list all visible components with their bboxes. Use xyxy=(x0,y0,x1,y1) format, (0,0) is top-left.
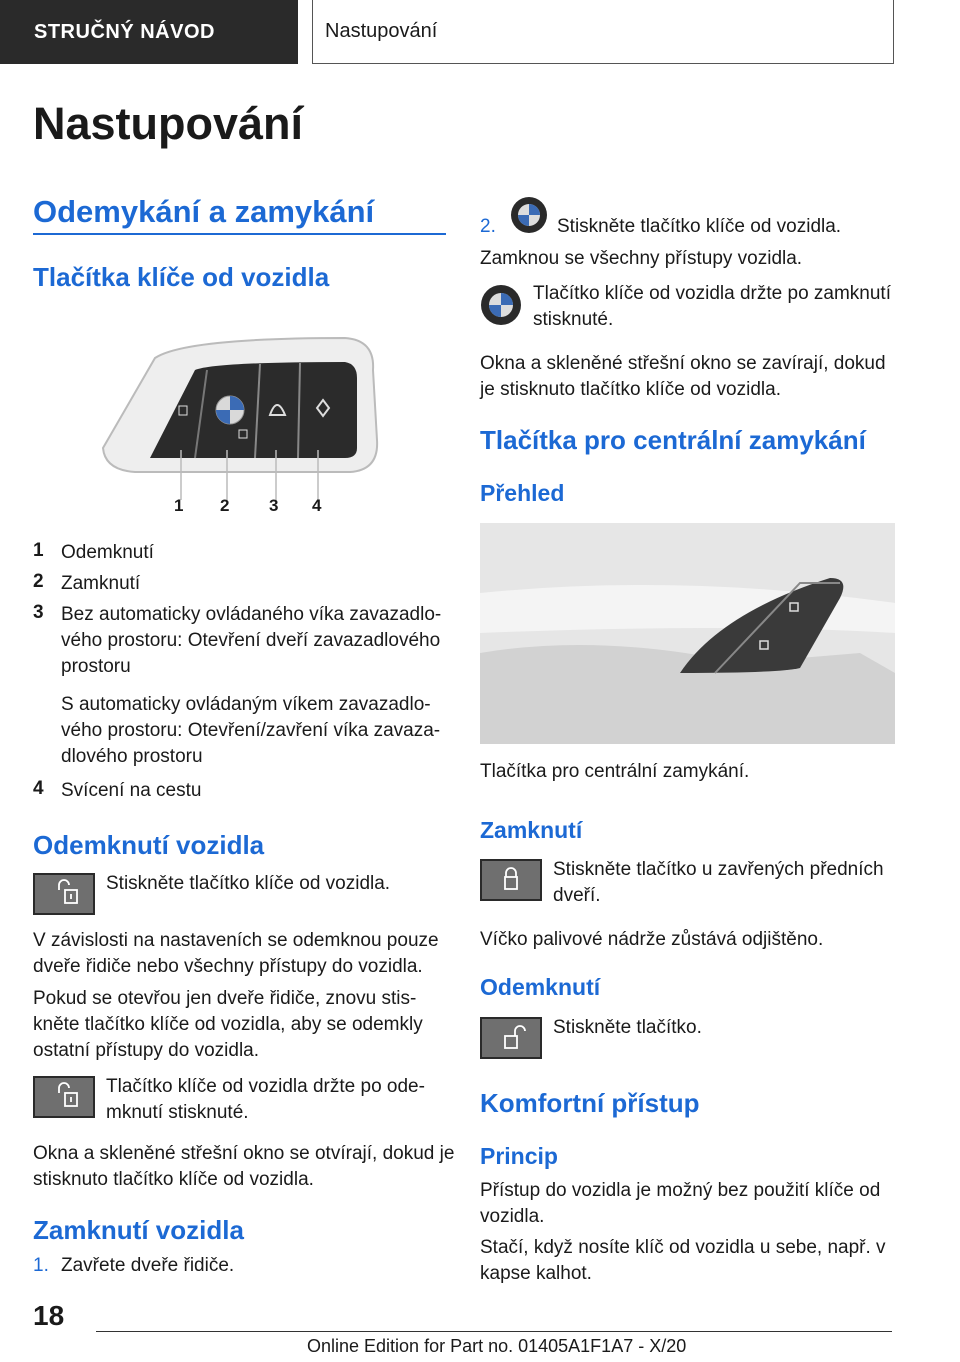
door-panel-image xyxy=(480,523,895,744)
unlock-button-icon xyxy=(33,873,95,915)
legend-item: S automaticky ovládaným víkem zavazadlo- vého prostoru: Otevření/zavření víka zavaza- dlového prostoru xyxy=(61,694,441,767)
lock-button-icon xyxy=(480,859,542,901)
paragraph: Okna a skleněné střešní okno se otvírají, dokud je stisknuto tlačítko klíče od vozidla. xyxy=(33,1143,455,1190)
legend-item: 4 Svícení na cestu xyxy=(33,778,202,801)
unlock-instruction: Stiskněte tlačítko klíče od vozidla. xyxy=(106,873,391,894)
heading-lock: Zamknutí xyxy=(480,817,583,843)
heading-comfort-access: Komfortní přístup xyxy=(480,1088,700,1118)
heading-central-locking: Tlačítka pro centrální zamykání xyxy=(480,425,866,455)
figure-label-3: 3 xyxy=(269,496,279,515)
hold-note: Tlačítko klíče od vozidla držte po ode- mknutí stisknuté. xyxy=(106,1076,425,1123)
step-text: Zavřete dveře řidiče. xyxy=(61,1255,235,1276)
paragraph: Okna a skleněné střešní okno se zavírají, dokud je stisknuto tlačítko klíče od vozidla. xyxy=(480,353,886,400)
legend-item: 1 Odemknutí xyxy=(33,540,154,563)
key-legend xyxy=(33,540,453,804)
legend-item: 3 Bez automaticky ovládaného víka zavazadlo- vého prostoru: Otevření dveří zavazadlového prostoru xyxy=(33,602,442,677)
legend-item: 2 Zamknutí xyxy=(33,571,141,594)
hold-note: Tlačítko klíče od vozidla držte po zamknutí stisknuté. xyxy=(533,283,891,330)
step-number: 1. xyxy=(33,1255,49,1276)
step-text: Stiskněte tlačítko klíče od vozidla. xyxy=(557,216,842,237)
heading-unlock: Odemknutí xyxy=(480,974,601,1000)
lock-instruction: Stiskněte tlačítko u zavřených předních dveří. xyxy=(553,859,884,906)
header-chapter: Nastupování xyxy=(312,0,894,64)
figure-caption: Tlačítka pro centrální zamykání. xyxy=(480,761,750,782)
figure-label-1: 1 xyxy=(174,496,184,515)
door-panel-illustration xyxy=(480,523,895,744)
heading-key-buttons: Tlačítka klíče od vozidla xyxy=(33,262,330,292)
footer-edition: Online Edition for Part no. 01405A1F1A7 - X/20 xyxy=(307,1336,687,1356)
page-number: 18 xyxy=(33,1300,65,1331)
paragraph: Stačí, když nosíte klíč od vozidla u sebe, např. v kapse kalhot. xyxy=(480,1237,886,1284)
heading-rule xyxy=(33,233,446,235)
bmw-logo-icon xyxy=(480,284,522,326)
heading-lock-vehicle: Zamknutí vozidla xyxy=(33,1215,244,1245)
step-number: 2. xyxy=(480,216,496,237)
header-section: STRUČNÝ NÁVOD xyxy=(0,0,298,64)
bmw-logo-icon xyxy=(510,196,548,234)
heading-overview: Přehled xyxy=(480,480,565,506)
unlock-button-icon xyxy=(33,1076,95,1118)
key-fob-illustration xyxy=(95,330,385,520)
paragraph: Zamknou se všechny přístupy vozidla. xyxy=(480,248,803,269)
heading-lock-unlock: Odemykání a zamykání xyxy=(33,194,375,229)
unlock-instruction: Stiskněte tlačítko. xyxy=(553,1017,702,1038)
key-fob-figure xyxy=(95,330,385,520)
figure-label-2: 2 xyxy=(220,496,230,515)
paragraph: Víčko palivové nádrže zůstává odjištěno. xyxy=(480,929,824,950)
heading-principle: Princip xyxy=(480,1143,558,1169)
unlock-button-icon xyxy=(480,1017,542,1059)
page-title: Nastupování xyxy=(33,98,304,149)
footer-rule xyxy=(96,1331,892,1332)
heading-unlock-vehicle: Odemknutí vozidla xyxy=(33,830,265,860)
paragraph: Pokud se otevřou jen dveře řidiče, znovu stis- kněte tlačítko klíče od vozidla, aby se odemkly ostatní přístupy do vozidla. xyxy=(33,988,423,1061)
paragraph: V závislosti na nastaveních se odemknou pouze dveře řidiče nebo všechny přístupy do vozidla. xyxy=(33,930,439,977)
figure-label-4: 4 xyxy=(312,496,322,515)
paragraph: Přístup do vozidla je možný bez použití klíče od vozidla. xyxy=(480,1180,881,1227)
